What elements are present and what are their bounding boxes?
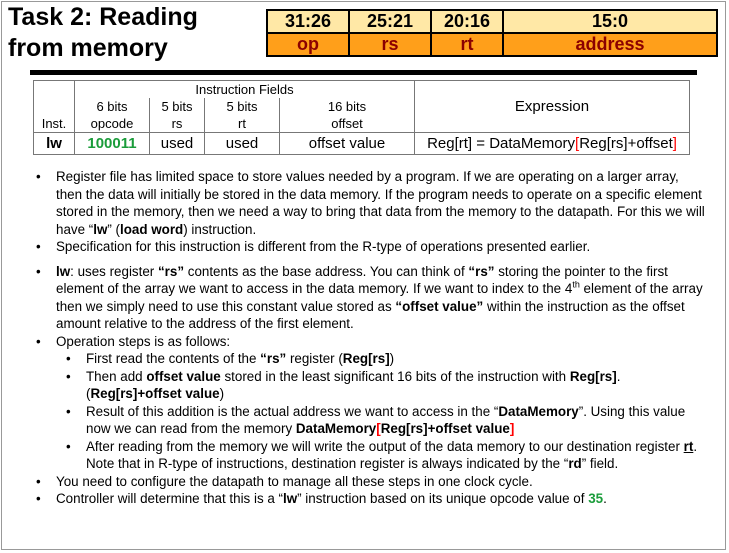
- name-rt: rt: [205, 115, 280, 133]
- expr-part-b: Reg[rs]+offset: [579, 135, 673, 152]
- instruction-format-table: [266, 9, 718, 57]
- size-offset: 16 bits: [280, 98, 415, 115]
- bullet-icon: •: [66, 351, 71, 366]
- expr-part-a: Reg[rt] = DataMemory: [427, 135, 576, 152]
- expr-left-bracket: [: [575, 135, 580, 152]
- field-address: address: [503, 33, 717, 56]
- bullet-lw-description: • lw: uses register “rs” contents as the base address. You can think of “rs” storing the pointer to the first element of the array we want to access in the data memory. If we want to index to the 4th element of the array then we simply need to use this constant value stored as “offset value” within the instruction as the offset amount relative to the address of the first element.: [36, 263, 703, 331]
- title-line-1: Task 2: Reading: [8, 3, 198, 31]
- bullet-icon: •: [66, 438, 71, 454]
- bullet-controller: • Controller will determine that this is a “lw” instruction based on its unique opcode value of 35.: [36, 491, 607, 506]
- row-rt: used: [205, 133, 280, 155]
- slide-title: [8, 2, 198, 64]
- inst-header-blank: [34, 81, 75, 116]
- name-opcode: opcode: [75, 115, 150, 133]
- expression-header: Expression: [415, 81, 690, 133]
- name-offset: offset: [280, 115, 415, 133]
- bullet-icon: •: [66, 368, 71, 384]
- bullet-register-file: • Register file has limited space to store values needed by a program. If we are operating on a larger array, then the data will initially be stored in the data memory. If the program needs to operate on a specific element stored in the memory, then we need a way to bring that data from the memory to the datapath. For this we will have “lw” (load word) instruction.: [36, 169, 705, 237]
- bullet-icon: •: [36, 491, 41, 506]
- step-access-memory: • Result of this addition is the actual address we want to access in the “DataMemory”. Using this value now we can read from the memory DataMemory[Reg[rs]+offset value]: [66, 403, 686, 436]
- row-opcode: 100011: [75, 133, 150, 155]
- bits-op: 31:26: [267, 10, 349, 33]
- field-op: op: [267, 33, 349, 56]
- bullet-icon: •: [36, 263, 41, 279]
- bullet-icon: •: [36, 169, 41, 184]
- name-rs: rs: [150, 115, 205, 133]
- step-read-rs: • First read the contents of the “rs” register (Reg[rs]): [66, 351, 395, 366]
- step-write-back: • After reading from the memory we will write the output of the data memory to our destination register rt. Note that in R-type of instructions, destination register is always indicated by the “rd” field.: [66, 438, 698, 471]
- row-inst: lw: [34, 133, 75, 155]
- step-add-offset: • Then add offset value stored in the least significant 16 bits of the instruction with Reg[rs]. (Reg[rs]+offset value): [66, 368, 621, 401]
- size-rs: 5 bits: [150, 98, 205, 115]
- size-opcode: 6 bits: [75, 98, 150, 115]
- row-offset: offset value: [280, 133, 415, 155]
- bullet-specification: • Specification for this instruction is different from the R-type of operations presented earlier.: [36, 239, 591, 254]
- bits-address: 15:0: [503, 10, 717, 33]
- bullet-clock-cycle: • You need to configure the datapath to manage all these steps in one clock cycle.: [36, 473, 533, 489]
- bits-rs: 25:21: [349, 10, 431, 33]
- bullet-icon: •: [36, 239, 41, 254]
- bullet-operation-steps: • Operation steps is as follows:: [36, 333, 231, 349]
- field-rt: rt: [431, 33, 503, 56]
- size-rt: 5 bits: [205, 98, 280, 115]
- bits-rt: 20:16: [431, 10, 503, 33]
- title-line-2: from memory: [8, 34, 168, 62]
- expr-right-bracket: ]: [672, 135, 677, 152]
- inst-header: Inst.: [34, 115, 75, 133]
- instruction-fields-table: [33, 80, 690, 155]
- divider-bar: [30, 70, 697, 75]
- row-rs: used: [150, 133, 205, 155]
- bullet-icon: •: [36, 473, 41, 489]
- slide-body: [36, 168, 706, 508]
- field-rs: rs: [349, 33, 431, 56]
- instruction-fields-header: Instruction Fields: [75, 81, 415, 99]
- bullet-icon: •: [66, 403, 71, 419]
- row-expression: [415, 133, 690, 155]
- bullet-icon: •: [36, 333, 41, 349]
